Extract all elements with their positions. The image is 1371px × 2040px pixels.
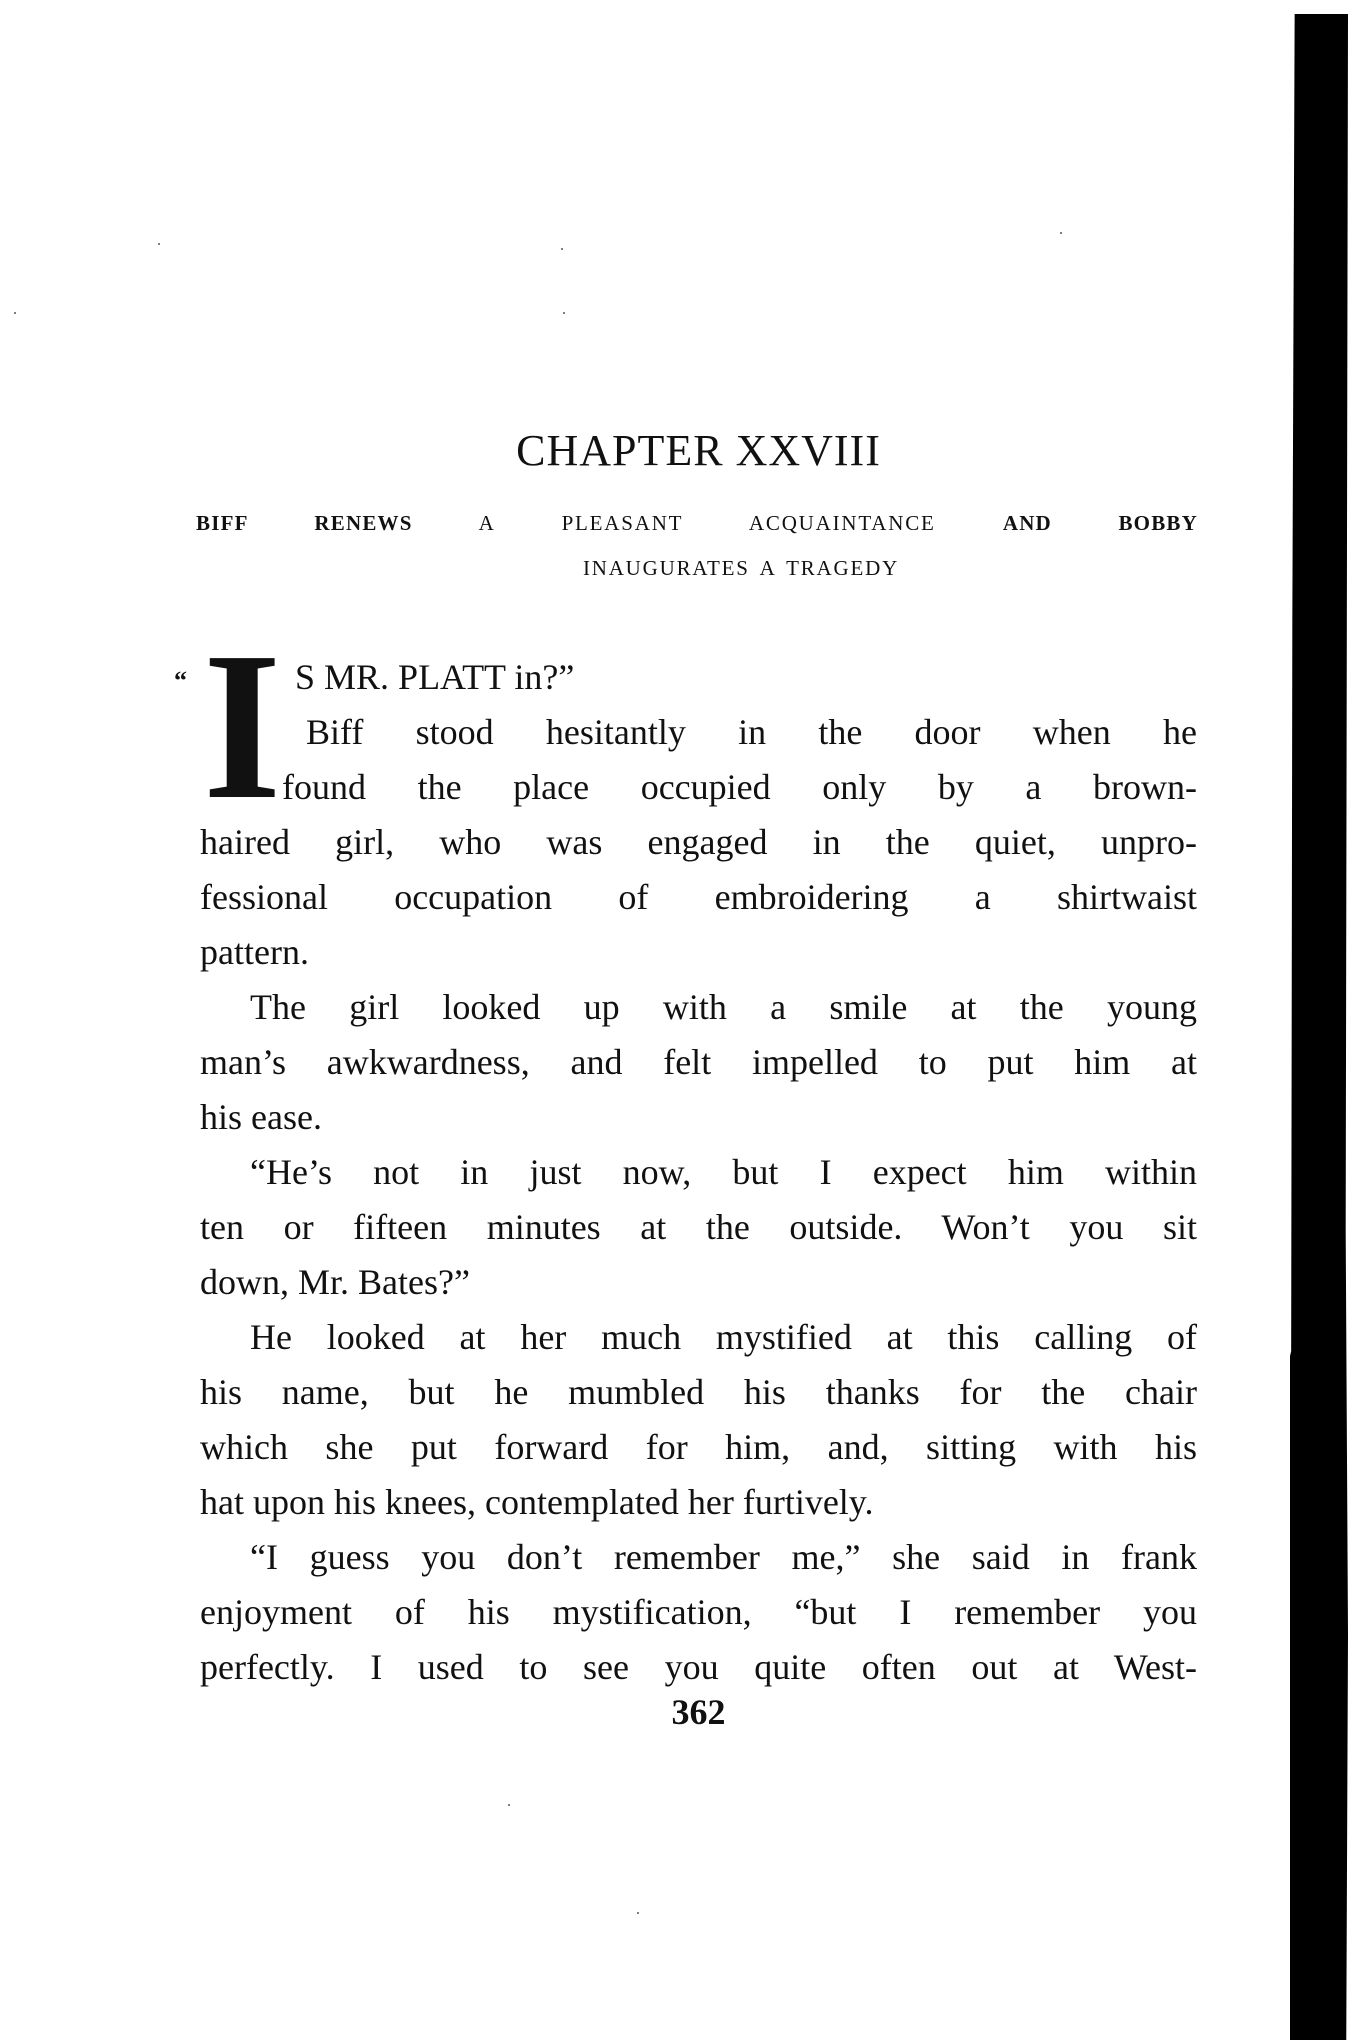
body-line: Biff stood hesitantly in the door when he [306, 712, 1197, 752]
scan-speck [563, 312, 565, 314]
body-line: hat upon his knees, contemplated her furtively. [200, 1482, 874, 1522]
body-line: He looked at her much mystified at this calling of [250, 1317, 1197, 1357]
body-line: perfectly. I used to see you quite often out at West- [200, 1647, 1197, 1687]
body-line: man’s awkwardness, and felt impelled to put him at [200, 1042, 1197, 1082]
body-line: ten or fifteen minutes at the outside. Won’t you sit [200, 1207, 1197, 1247]
subtitle-plain: A PLEASANT ACQUAINTANCE [478, 511, 936, 535]
scan-speck [561, 248, 563, 250]
subtitle-bold-lead: BIFF RENEWS [196, 511, 413, 535]
scan-speck [1060, 232, 1062, 234]
body-line: The girl looked up with a smile at the young [250, 987, 1197, 1027]
chapter-subtitle-line-2: INAUGURATES A TRAGEDY [582, 556, 900, 580]
body-line: “He’s not in just now, but I expect him within [250, 1152, 1197, 1192]
body-line: his name, but he mumbled his thanks for the chair [200, 1372, 1197, 1412]
scan-speck [14, 312, 16, 314]
body-line: haired girl, who was engaged in the quiet, unpro- [200, 822, 1197, 862]
chapter-title: CHAPTER XXVIII [516, 426, 881, 476]
body-line: S MR. PLATT in?” [295, 657, 575, 697]
drop-cap-letter: I [203, 608, 282, 843]
body-line: down, Mr. Bates?” [200, 1262, 470, 1302]
opening-quote-mark: “ [174, 666, 187, 695]
scan-binding-shadow [1290, 14, 1348, 2040]
body-line: fessional occupation of embroidering a shirtwaist [200, 877, 1197, 917]
body-line: “I guess you don’t remember me,” she said in frank [250, 1537, 1197, 1577]
chapter-subtitle-line-1 [196, 508, 1198, 538]
scan-speck [508, 1804, 510, 1806]
subtitle-bold-trail: AND BOBBY [1002, 511, 1198, 535]
page-number: 362 [671, 1692, 726, 1732]
body-line: enjoyment of his mystification, “but I remember you [200, 1592, 1197, 1632]
body-line: pattern. [200, 932, 309, 972]
scan-speck [637, 1912, 639, 1914]
body-line: which she put forward for him, and, sitting with his [200, 1427, 1197, 1467]
body-line: found the place occupied only by a brown- [282, 767, 1197, 807]
scan-speck [158, 243, 160, 245]
body-line: his ease. [200, 1097, 322, 1137]
